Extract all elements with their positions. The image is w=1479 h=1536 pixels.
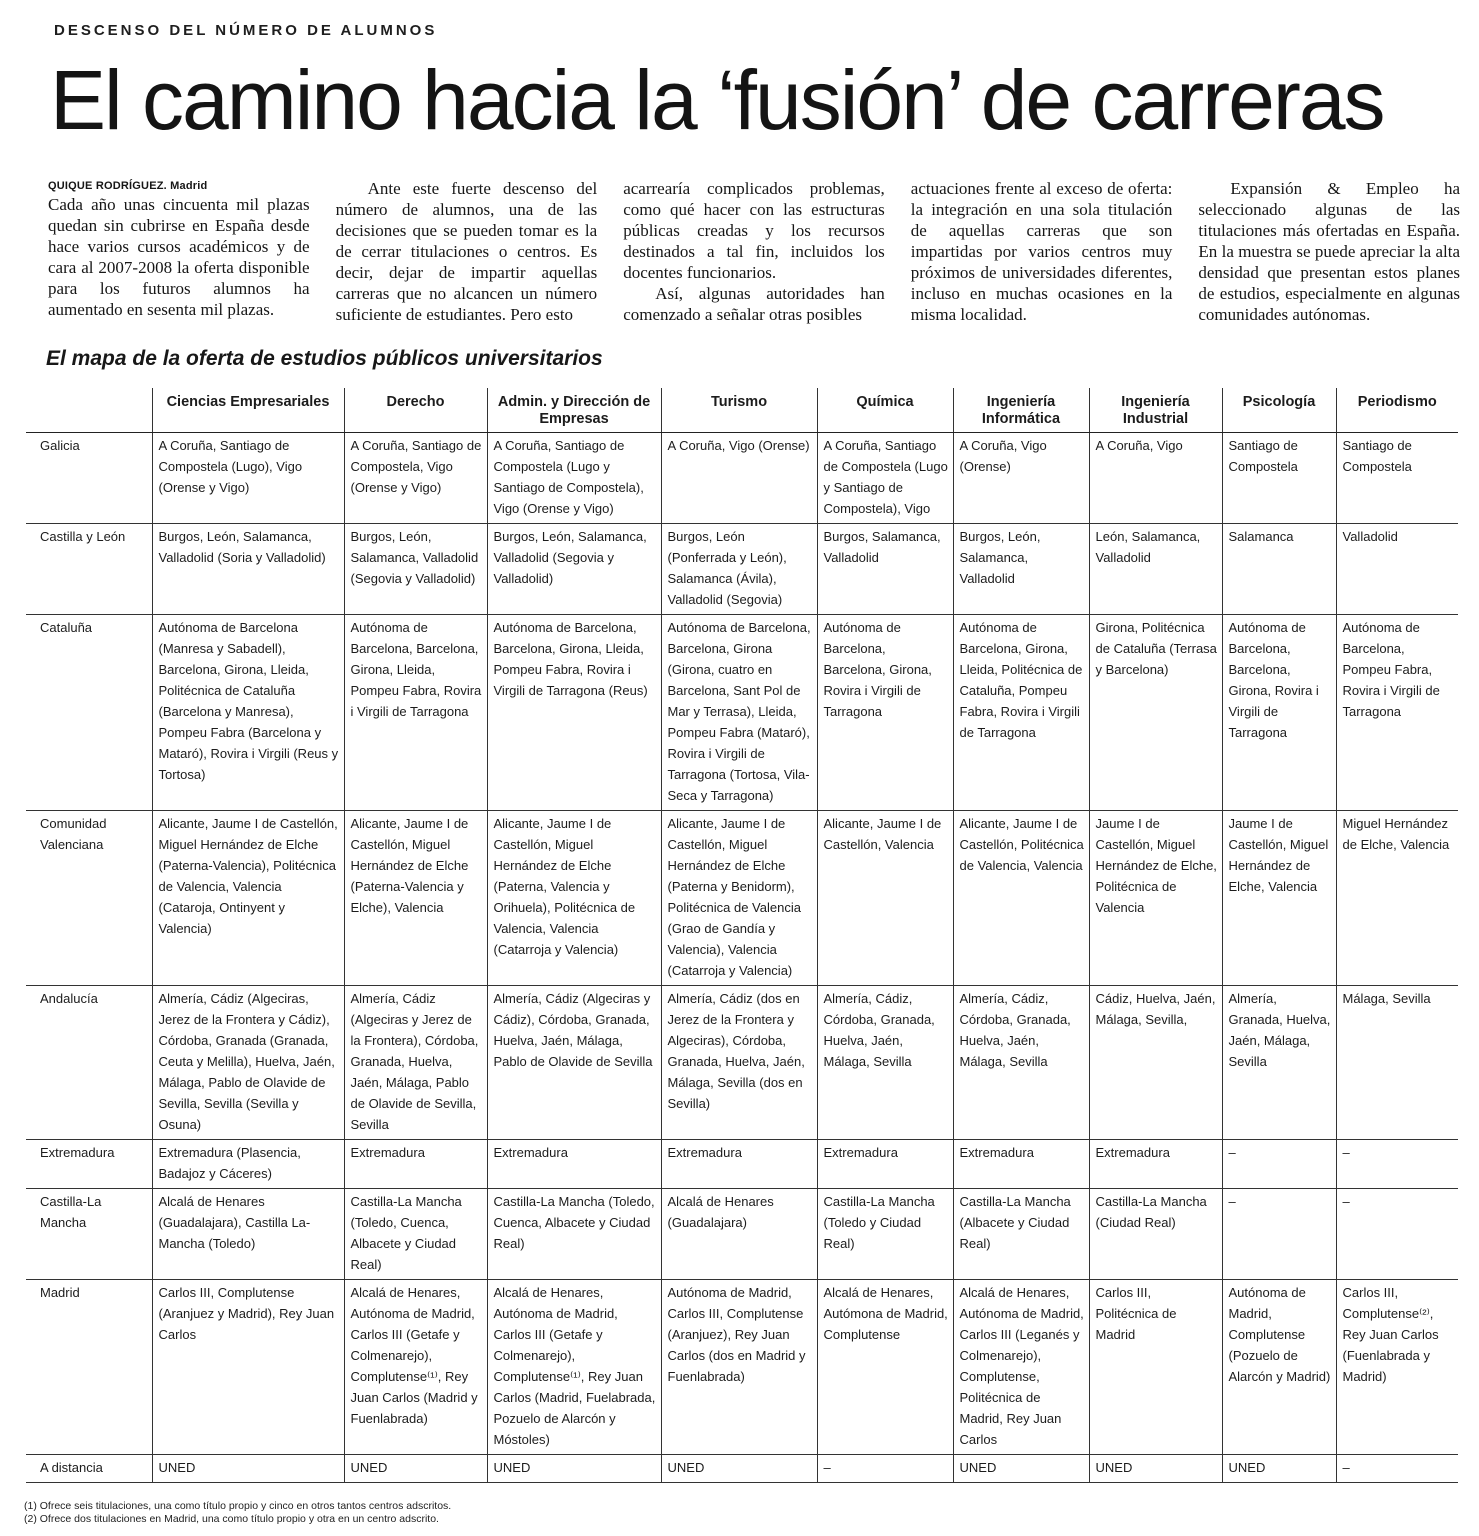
table-cell: A Coruña, Santiago de Compostela (Lugo), Vigo (Orense y Vigo) — [152, 433, 344, 524]
region-label: A distancia — [26, 1455, 152, 1483]
table-cell: Alicante, Jaume I de Castellón, Miguel Hernández de Elche (Paterna, Valencia y Orihuela), Politécnica de Valencia, Valencia (Catarroja y Valencia) — [487, 811, 661, 986]
article-column-5 — [1198, 178, 1460, 325]
table-cell: Alcalá de Henares, Autónoma de Madrid, Carlos III (Getafe y Colmenarejo), Complutense⁽¹⁾, Rey Juan Carlos (Madrid, Fuelabrada, Pozuelo de Alarcón y Móstoles) — [487, 1280, 661, 1455]
table-cell: Alcalá de Henares, Autónoma de Madrid, Carlos III (Getafe y Colmenarejo), Complutense⁽¹⁾, Rey Juan Carlos (Madrid y Fuenlabrada) — [344, 1280, 487, 1455]
footnotes — [24, 1500, 451, 1526]
table-header-corner — [26, 388, 152, 433]
table-cell: A Coruña, Santiago de Compostela (Lugo y Santiago de Compostela), Vigo (Orense y Vigo) — [487, 433, 661, 524]
table-row — [26, 811, 1458, 986]
table-cell: Santiago de Compostela — [1336, 433, 1458, 524]
table-cell: Girona, Politécnica de Cataluña (Terrasa y Barcelona) — [1089, 615, 1222, 811]
region-label: Castilla-La Mancha — [26, 1189, 152, 1280]
table-header-row — [26, 388, 1458, 433]
studies-offer-table — [26, 388, 1458, 1483]
table-cell: Autónoma de Madrid, Carlos III, Complutense (Aranjuez), Rey Juan Carlos (dos en Madrid y Fuenlabrada) — [661, 1280, 817, 1455]
table-cell: A Coruña, Santiago de Compostela, Vigo (Orense y Vigo) — [344, 433, 487, 524]
footnote: (2) Ofrece dos titulaciones en Madrid, una como título propio y otra en un centro adscrito. — [24, 1513, 439, 1525]
table-cell: Castilla-La Mancha (Albacete y Ciudad Real) — [953, 1189, 1089, 1280]
table-cell: León, Salamanca, Valladolid — [1089, 524, 1222, 615]
table-cell: UNED — [1089, 1455, 1222, 1483]
table-cell: Alicante, Jaume I de Castellón, Miguel Hernández de Elche (Paterna y Benidorm), Politécnica de Valencia (Grao de Gandía y Valencia), Valencia (Catarroja y Valencia) — [661, 811, 817, 986]
table-cell: Carlos III, Complutense (Aranjuez y Madrid), Rey Juan Carlos — [152, 1280, 344, 1455]
region-label: Extremadura — [26, 1140, 152, 1189]
table-cell: Alicante, Jaume I de Castellón, Valencia — [817, 811, 953, 986]
table-cell: Burgos, León, Salamanca, Valladolid (Soria y Valladolid) — [152, 524, 344, 615]
table-cell: Almería, Cádiz (dos en Jerez de la Frontera y Algeciras), Córdoba, Granada, Huelva, Jaén, Málaga, Sevilla (dos en Sevilla) — [661, 986, 817, 1140]
byline: QUIQUE RODRÍGUEZ. Madrid — [48, 180, 208, 192]
article-headline: El camino hacia la ‘fusión’ de carreras — [50, 53, 1384, 147]
table-cell: Extremadura — [953, 1140, 1089, 1189]
article-paragraph: Así, algunas autoridades han comenzado a señalar otras posibles — [623, 284, 885, 324]
table-cell: Jaume I de Castellón, Miguel Hernández de Elche, Politécnica de Valencia — [1089, 811, 1222, 986]
column-header: Periodismo — [1336, 388, 1458, 433]
article-column-1 — [48, 178, 310, 325]
table-cell: Autónoma de Barcelona, Barcelona, Girona, Rovira i Virgili de Tarragona — [817, 615, 953, 811]
table-row — [26, 986, 1458, 1140]
table-cell: Alcalá de Henares, Autónoma de Madrid, Carlos III (Leganés y Colmenarejo), Complutense, Politécnica de Madrid, Rey Juan Carlos — [953, 1280, 1089, 1455]
article-paragraph: Ante este fuerte descenso del número de alumnos, una de las decisiones que se pueden tomar es la de cerrar titulaciones o centros. Es decir, dejar de impartir aquellas carreras que no alcancen un número suficiente de estudiantes. Pero esto — [335, 179, 598, 324]
table-cell: Castilla-La Mancha (Toledo, Cuenca, Albacete y Ciudad Real) — [487, 1189, 661, 1280]
column-header: Admin. y Dirección de Empresas — [487, 388, 661, 433]
table-cell: Málaga, Sevilla — [1336, 986, 1458, 1140]
table-cell: UNED — [661, 1455, 817, 1483]
table-cell: Burgos, León, Salamanca, Valladolid (Segovia y Valladolid) — [487, 524, 661, 615]
table-cell: Burgos, León (Ponferrada y León), Salamanca (Ávila), Valladolid (Segovia) — [661, 524, 817, 615]
table-cell: Autónoma de Barcelona (Manresa y Sabadell), Barcelona, Girona, Lleida, Politécnica de Cataluña (Barcelona y Manresa), Pompeu Fabra (Barcelona y Mataró), Rovira i Virgili (Reus y Tortosa) — [152, 615, 344, 811]
table-cell: Carlos III, Complutense⁽²⁾, Rey Juan Carlos (Fuenlabrada y Madrid) — [1336, 1280, 1458, 1455]
table-cell: Autónoma de Barcelona, Barcelona, Girona, Lleida, Pompeu Fabra, Rovira i Virgili de Tarragona (Reus) — [487, 615, 661, 811]
table-cell: Autónoma de Barcelona, Pompeu Fabra, Rovira i Virgili de Tarragona — [1336, 615, 1458, 811]
region-label: Andalucía — [26, 986, 152, 1140]
table-cell: Alicante, Jaume I de Castellón, Miguel Hernández de Elche (Paterna-Valencia y Elche), Valencia — [344, 811, 487, 986]
article-column-4 — [911, 178, 1173, 325]
article-body — [48, 178, 1460, 325]
table-cell: Alicante, Jaume I de Castellón, Miguel Hernández de Elche (Paterna-Valencia), Politécnica de Valencia, Valencia (Cataroja, Ontinyent y Valencia) — [152, 811, 344, 986]
table-cell: Autónoma de Barcelona, Barcelona, Girona, Rovira i Virgili de Tarragona — [1222, 615, 1336, 811]
section-kicker: DESCENSO DEL NÚMERO DE ALUMNOS — [54, 22, 438, 39]
table-cell: Extremadura — [487, 1140, 661, 1189]
table-cell: Almería, Cádiz, Córdoba, Granada, Huelva, Jaén, Málaga, Sevilla — [953, 986, 1089, 1140]
table-cell: UNED — [152, 1455, 344, 1483]
table-cell: UNED — [953, 1455, 1089, 1483]
column-header: Ingeniería Industrial — [1089, 388, 1222, 433]
column-header: Química — [817, 388, 953, 433]
table-cell: Cádiz, Huelva, Jaén, Málaga, Sevilla, — [1089, 986, 1222, 1140]
table-cell: – — [1336, 1140, 1458, 1189]
table-cell: Alcalá de Henares, Autómona de Madrid, Complutense — [817, 1280, 953, 1455]
table-cell: Santiago de Compostela — [1222, 433, 1336, 524]
table-cell: Burgos, León, Salamanca, Valladolid — [953, 524, 1089, 615]
table-cell: Autónoma de Madrid, Complutense (Pozuelo de Alarcón y Madrid) — [1222, 1280, 1336, 1455]
table-cell: Autónoma de Barcelona, Barcelona, Girona, Lleida, Pompeu Fabra, Rovira i Virgili de Tarragona — [344, 615, 487, 811]
article-column-2 — [336, 178, 598, 325]
column-header: Turismo — [661, 388, 817, 433]
table-cell: – — [1336, 1189, 1458, 1280]
table-row — [26, 1280, 1458, 1455]
article-column-3 — [623, 178, 885, 325]
region-label: Galicia — [26, 433, 152, 524]
table-cell: A Coruña, Vigo — [1089, 433, 1222, 524]
table-row — [26, 615, 1458, 811]
table-cell: Extremadura — [1089, 1140, 1222, 1189]
table-cell: Castilla-La Mancha (Toledo y Ciudad Real) — [817, 1189, 953, 1280]
table-cell: Jaume I de Castellón, Miguel Hernández de Elche, Valencia — [1222, 811, 1336, 986]
table-cell: – — [1222, 1189, 1336, 1280]
table-cell: – — [1222, 1140, 1336, 1189]
table-cell: – — [817, 1455, 953, 1483]
table-row — [26, 1189, 1458, 1280]
table-cell: Almería, Cádiz (Algeciras y Jerez de la Frontera), Córdoba, Granada, Huelva, Jaén, Málaga, Pablo de Olavide de Sevilla, Sevilla — [344, 986, 487, 1140]
table-cell: Castilla-La Mancha (Toledo, Cuenca, Albacete y Ciudad Real) — [344, 1189, 487, 1280]
table-body — [26, 433, 1458, 1483]
table-row — [26, 524, 1458, 615]
table-cell: Salamanca — [1222, 524, 1336, 615]
table-cell: Carlos III, Politécnica de Madrid — [1089, 1280, 1222, 1455]
article-paragraph: Cada año unas cincuenta mil plazas quedan sin cubrirse en España desde hace varios cursos académicos y de cara al 2007-2008 la oferta disponible para los futuros alumnos ha aumentado en sesenta mil plazas. — [48, 195, 310, 319]
table-title: El mapa de la oferta de estudios públicos universitarios — [46, 347, 603, 370]
table-cell: Extremadura — [817, 1140, 953, 1189]
table-cell: A Coruña, Santiago de Compostela (Lugo y Santiago de Compostela), Vigo — [817, 433, 953, 524]
column-header: Psicología — [1222, 388, 1336, 433]
table-cell: Burgos, León, Salamanca, Valladolid (Segovia y Valladolid) — [344, 524, 487, 615]
table-cell: Castilla-La Mancha (Ciudad Real) — [1089, 1189, 1222, 1280]
table-cell: Almería, Cádiz (Algeciras, Jerez de la Frontera y Cádiz), Córdoba, Granada (Granada, Ceuta y Melilla), Huelva, Jaén, Málaga, Pablo de Olavide de Sevilla, Sevilla (Sevilla y Osuna) — [152, 986, 344, 1140]
table-cell: Extremadura — [344, 1140, 487, 1189]
table-cell: – — [1336, 1455, 1458, 1483]
column-header: Derecho — [344, 388, 487, 433]
article-paragraph: actuaciones frente al exceso de oferta: la integración en una sola titulación de aquellas carreras que son impartidas por varios centros muy próximos de universidades diferentes, incluso en muchas ocasiones en la misma localidad. — [910, 179, 1173, 324]
table-cell: Burgos, Salamanca, Valladolid — [817, 524, 953, 615]
table-cell: Autónoma de Barcelona, Girona, Lleida, Politécnica de Cataluña, Pompeu Fabra, Rovira i Virgili de Tarragona — [953, 615, 1089, 811]
column-header: Ciencias Empresariales — [152, 388, 344, 433]
region-label: Castilla y León — [26, 524, 152, 615]
table-cell: UNED — [487, 1455, 661, 1483]
footnote: (1) Ofrece seis titulaciones, una como título propio y cinco en otros tantos centros adscritos. — [24, 1500, 452, 1512]
table-row — [26, 1455, 1458, 1483]
table-cell: Valladolid — [1336, 524, 1458, 615]
table-cell: Almería, Cádiz (Algeciras y Cádiz), Córdoba, Granada, Huelva, Jaén, Málaga, Pablo de Olavide de Sevilla — [487, 986, 661, 1140]
table-cell: Alicante, Jaume I de Castellón, Politécnica de Valencia, Valencia — [953, 811, 1089, 986]
table-cell: UNED — [344, 1455, 487, 1483]
table-cell: A Coruña, Vigo (Orense) — [953, 433, 1089, 524]
table-cell: Almería, Cádiz, Córdoba, Granada, Huelva, Jaén, Málaga, Sevilla — [817, 986, 953, 1140]
table-row — [26, 1140, 1458, 1189]
article-paragraph: acarrearía complicados problemas, como qué hacer con las estructuras públicas creadas y los recursos destinados a tal fin, incluidos los docentes funcionarios. — [623, 179, 885, 282]
table-cell: Almería, Granada, Huelva, Jaén, Málaga, Sevilla — [1222, 986, 1336, 1140]
column-header: Ingeniería Informática — [953, 388, 1089, 433]
region-label: Madrid — [26, 1280, 152, 1455]
region-label: Cataluña — [26, 615, 152, 811]
table-cell: Alcalá de Henares (Guadalajara) — [661, 1189, 817, 1280]
table-row — [26, 433, 1458, 524]
region-label: Comunidad Valenciana — [26, 811, 152, 986]
table-cell: Alcalá de Henares (Guadalajara), Castilla La-Mancha (Toledo) — [152, 1189, 344, 1280]
table-cell: UNED — [1222, 1455, 1336, 1483]
table-cell: Miguel Hernández de Elche, Valencia — [1336, 811, 1458, 986]
table-cell: Autónoma de Barcelona, Barcelona, Girona (Girona, cuatro en Barcelona, Sant Pol de Mar y Terrasa), Lleida, Pompeu Fabra (Mataró), Rovira i Virgili de Tarragona (Tortosa, Vila-Seca y Tarragona) — [661, 615, 817, 811]
table-cell: A Coruña, Vigo (Orense) — [661, 433, 817, 524]
table-cell: Extremadura — [661, 1140, 817, 1189]
table-cell: Extremadura (Plasencia, Badajoz y Cáceres) — [152, 1140, 344, 1189]
article-paragraph: Expansión & Empleo ha seleccionado algunas de las titulaciones más ofertadas en España. En la muestra se puede apreciar la alta densidad que presentan estos planes de estudios, especialmente en algunas comunidades autónomas. — [1198, 179, 1460, 324]
